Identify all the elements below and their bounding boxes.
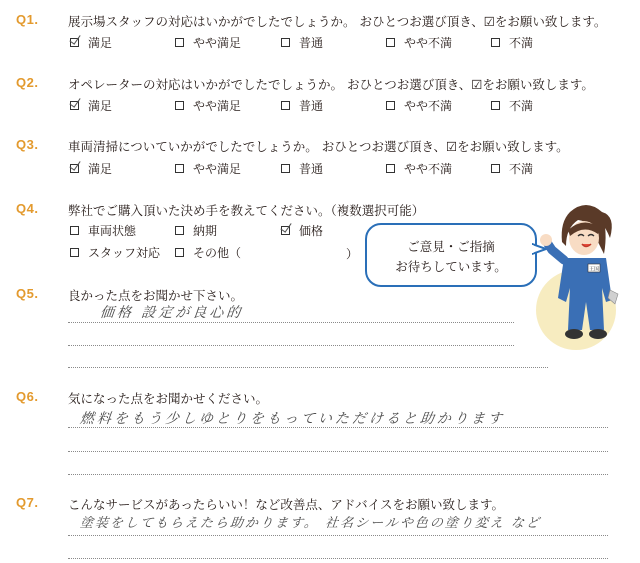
checkbox[interactable]: [70, 248, 79, 257]
q2-option-yaya-fuman[interactable]: やや不満: [386, 97, 452, 114]
svg-text:王国: 王国: [588, 266, 600, 273]
q1-option-futsu[interactable]: 普通: [281, 34, 323, 51]
bubble-line1: ご意見・ご指摘: [407, 239, 495, 254]
q1-option-yaya-fuman[interactable]: やや不満: [386, 34, 452, 51]
checkbox[interactable]: [386, 101, 395, 110]
q6-handwritten-answer: 燃料をもう少しゆとりをもっていただけると助かります: [79, 411, 506, 427]
q4-option-sharyo-jotai[interactable]: 車両状態: [70, 222, 136, 239]
q2-option-fuman[interactable]: 不満: [491, 97, 533, 114]
checkbox-checked[interactable]: [70, 164, 79, 173]
q4-number: Q4.: [16, 201, 39, 216]
answer-line: [68, 474, 608, 475]
q1-text: 展示場スタッフの対応はいかがでしたでしょうか。 おひとつお選び頂き、☑をお願い致します。: [68, 14, 607, 29]
q2-option-manzoku[interactable]: 満足: [70, 97, 112, 114]
checkbox[interactable]: [491, 101, 500, 110]
q2-number: Q2.: [16, 75, 39, 90]
checkbox[interactable]: [281, 38, 290, 47]
q4-sonota-close: ）: [346, 247, 359, 261]
checkbox[interactable]: [175, 164, 184, 173]
q7-number: Q7.: [16, 495, 39, 510]
checkbox[interactable]: [386, 38, 395, 47]
q4-option-kakaku[interactable]: 価格: [281, 222, 323, 239]
q3-text: 車両清掃についていかがでしたでしょうか。 おひとつお選び頂き、☑をお願い致します。: [68, 139, 569, 154]
speech-bubble: [365, 223, 537, 287]
answer-line: [68, 451, 608, 452]
q2-option-yaya-manzoku[interactable]: やや満足: [175, 97, 241, 114]
q6-text: 気になった点をお聞かせください。: [68, 391, 269, 406]
q2-option-futsu[interactable]: 普通: [281, 97, 323, 114]
q7-text: こんなサービスがあったらいい！など改善点、アドバイスをお願い致します。: [68, 497, 505, 512]
checkbox[interactable]: [175, 226, 184, 235]
q5-number: Q5.: [16, 286, 39, 301]
bubble-line2: お待ちしています。: [395, 259, 507, 274]
answer-line: [68, 427, 608, 428]
answer-line: [68, 345, 514, 346]
checkbox[interactable]: [70, 226, 79, 235]
checkbox[interactable]: [386, 164, 395, 173]
checkbox[interactable]: [175, 101, 184, 110]
checkbox[interactable]: [281, 101, 290, 110]
q4-text: 弊社でご購入頂いた決め手を教えてください。（複数選択可能）: [68, 203, 425, 218]
answer-line: [68, 558, 608, 559]
checkbox[interactable]: [175, 248, 184, 257]
answer-line: [68, 535, 608, 536]
q5-handwritten-answer: 価格 設定が良心的: [99, 305, 245, 321]
q3-option-fuman[interactable]: 不満: [491, 160, 533, 177]
checkbox[interactable]: [491, 164, 500, 173]
answer-line: [68, 367, 548, 368]
q3-option-yaya-fuman[interactable]: やや不満: [386, 160, 452, 177]
q7-handwritten-answer: 塗装をしてもらえたら助かります。 社名シールや色の塗り変え など: [79, 516, 542, 531]
q1-number: Q1.: [16, 12, 39, 27]
q1-option-yaya-manzoku[interactable]: やや満足: [175, 34, 241, 51]
q4-option-staff-taio[interactable]: スタッフ対応: [70, 244, 160, 261]
checkbox-checked[interactable]: [70, 38, 79, 47]
q6-number: Q6.: [16, 389, 39, 404]
answer-line: [68, 322, 514, 323]
q1-option-fuman[interactable]: 不満: [491, 34, 533, 51]
q1-option-manzoku[interactable]: 満足: [70, 34, 112, 51]
checkbox[interactable]: [175, 38, 184, 47]
q3-option-manzoku[interactable]: 満足: [70, 160, 112, 177]
q3-option-futsu[interactable]: 普通: [281, 160, 323, 177]
q4-option-sonota[interactable]: その他（: [175, 244, 241, 261]
q5-text: 良かった点をお聞かせ下さい。: [68, 288, 244, 303]
q2-text: オペレーターの対応はいかがでしたでしょうか。 おひとつお選び頂き、☑をお願い致します。: [68, 77, 594, 92]
checkbox[interactable]: [281, 164, 290, 173]
checkbox-checked[interactable]: [70, 101, 79, 110]
checkbox[interactable]: [491, 38, 500, 47]
checkbox-checked[interactable]: [281, 226, 290, 235]
mascot-illustration: [528, 198, 628, 358]
q4-option-noki[interactable]: 納期: [175, 222, 217, 239]
q3-number: Q3.: [16, 137, 39, 152]
q3-option-yaya-manzoku[interactable]: やや満足: [175, 160, 241, 177]
